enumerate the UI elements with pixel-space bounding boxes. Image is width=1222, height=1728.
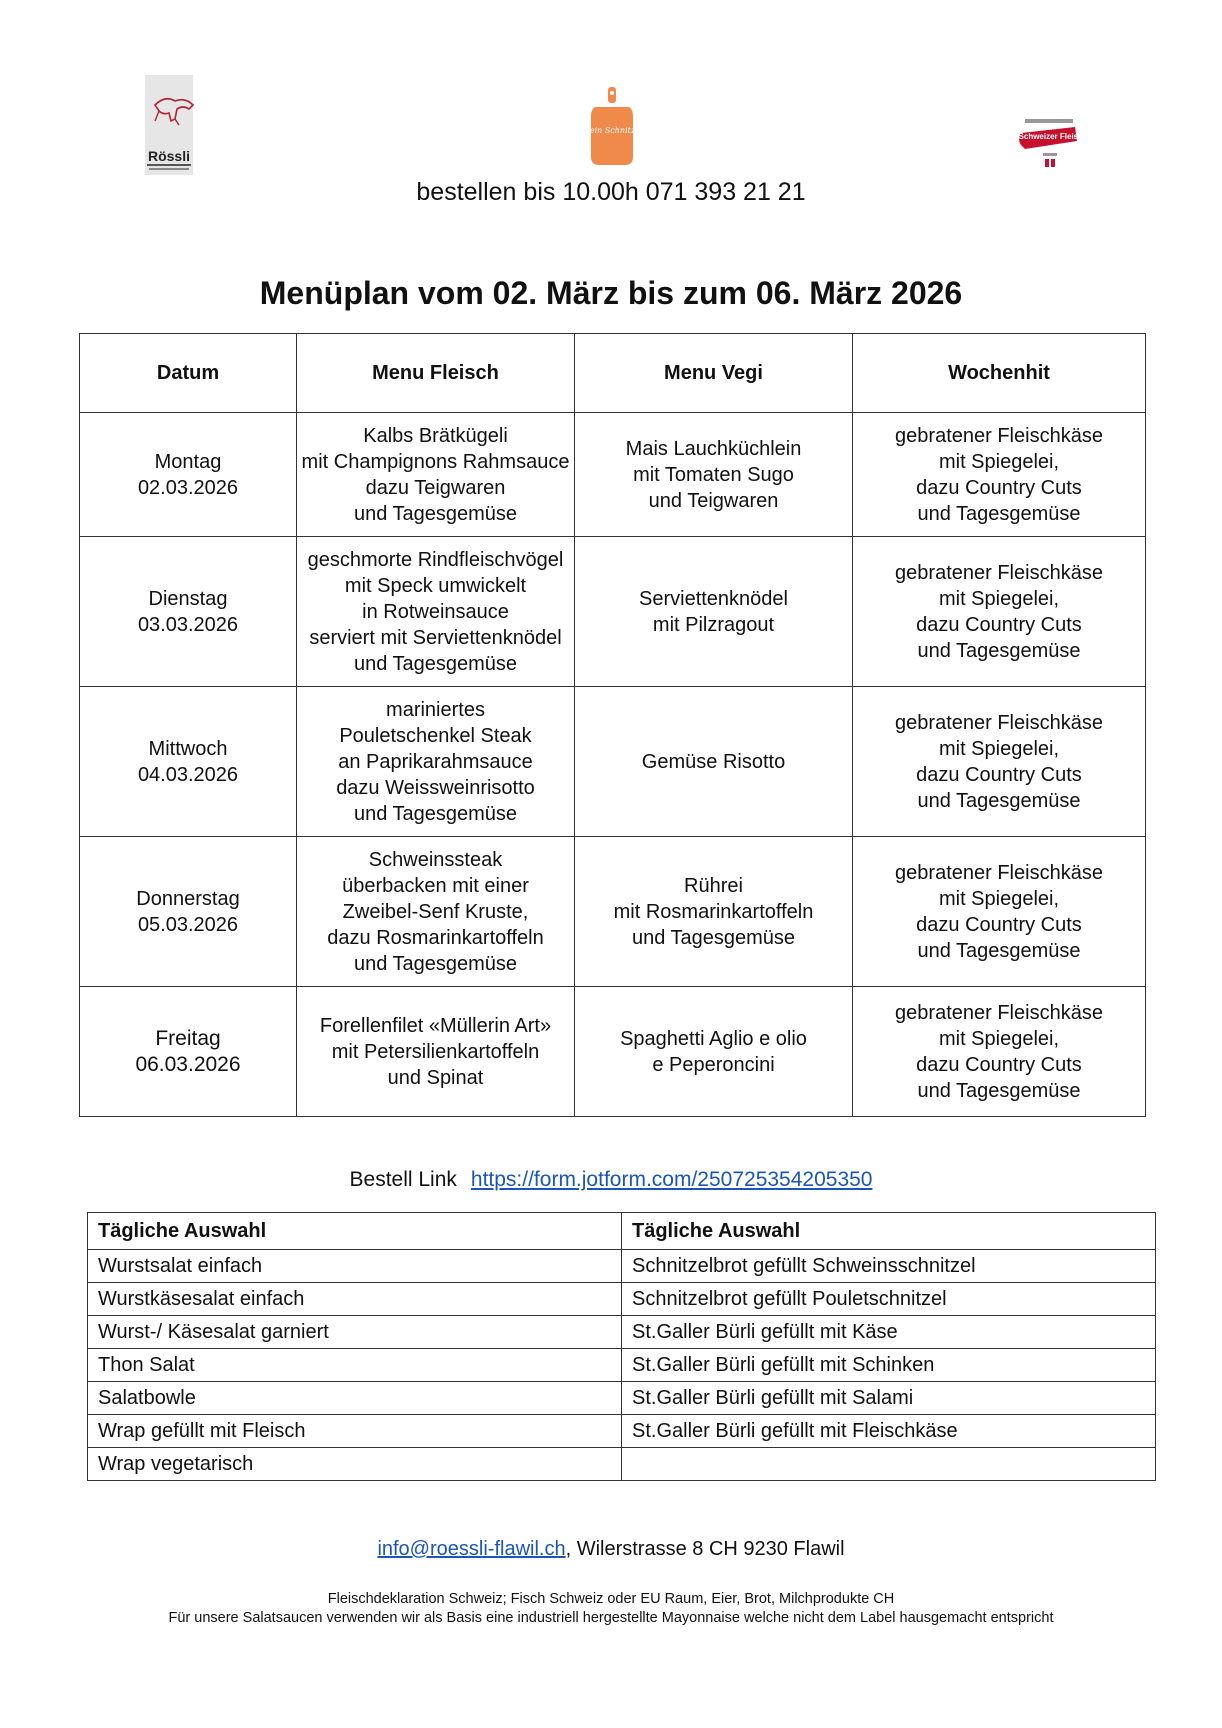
wochenhit-line: mit Spiegelei,	[938, 737, 1060, 760]
fleisch-line: und Spinat	[387, 1066, 484, 1089]
fleisch-line: Pouletschenkel Steak	[339, 724, 532, 747]
table-row-dienstag	[80, 537, 1146, 687]
address: , Wilerstrasse 8 CH 9230 Flawil	[565, 1538, 845, 1560]
table-row-freitag	[80, 987, 1146, 1117]
fleisch-line: Forellenfilet «Müllerin Art»	[319, 1014, 552, 1037]
contact-line	[0, 1535, 1222, 1563]
order-link[interactable]: https://form.jotform.com/250725354205350	[470, 1168, 873, 1191]
vegi-cell	[575, 687, 853, 837]
vegi-cell	[575, 537, 853, 687]
daily-item: Wrap gefüllt mit Fleisch	[88, 1415, 622, 1448]
day-date: 02.03.2026	[137, 476, 239, 499]
vegi-line: e Peperoncini	[652, 1053, 775, 1076]
daily-item: St.Galler Bürli gefüllt mit Käse	[622, 1316, 1156, 1349]
fleisch-line: geschmorte Rindfleischvögel	[307, 548, 564, 571]
day-name: Mittwoch	[148, 737, 228, 760]
wochenhit-line: und Tagesgemüse	[917, 939, 1081, 962]
fleisch-line: in Rotweinsauce	[362, 600, 509, 623]
vegi-line: Spaghetti Aglio e olio	[620, 1027, 807, 1050]
fleisch-line: dazu Weissweinrisotto	[336, 776, 535, 799]
wochenhit-line: gebratener Fleischkäse	[895, 711, 1103, 734]
schweizer-fleisch-text: Schweizer Fleisch	[1018, 132, 1088, 141]
wochenhit-line: dazu Country Cuts	[916, 476, 1082, 499]
wochenhit-line: dazu Country Cuts	[916, 913, 1082, 936]
vegi-line: und Teigwaren	[648, 489, 779, 512]
wochenhit-line: und Tagesgemüse	[917, 639, 1081, 662]
date-cell	[80, 687, 297, 837]
email-link[interactable]: info@roessli-flawil.ch	[377, 1538, 566, 1560]
roessli-logo	[145, 75, 200, 177]
header-menu-vegi: Menu Vegi	[575, 334, 853, 413]
daily-item: St.Galler Bürli gefüllt mit Fleischkäse	[622, 1415, 1156, 1448]
schweizer-fleisch-logo	[1015, 119, 1088, 172]
daily-item: Thon Salat	[88, 1349, 622, 1382]
daily-item: Salatbowle	[88, 1382, 622, 1415]
fleisch-line: und Tagesgemüse	[353, 652, 518, 675]
footnotes	[0, 1590, 1222, 1628]
day-date: 03.03.2026	[137, 613, 239, 636]
wochenhit-line: gebratener Fleischkäse	[895, 561, 1103, 584]
vegi-line: mit Tomaten Sugo	[633, 463, 794, 486]
header-wochenhit: Wochenhit	[853, 334, 1146, 413]
daily-item: Wurst-/ Käsesalat garniert	[88, 1316, 622, 1349]
wochenhit-line: mit Spiegelei,	[938, 887, 1060, 910]
fleisch-line: dazu Rosmarinkartoffeln	[327, 926, 544, 949]
footnote-meat-declaration: Fleischdeklaration Schweiz; Fisch Schweiz oder EU Raum, Eier, Brot, Milchprodukte CH	[327, 1591, 895, 1607]
fleisch-line: mit Speck umwickelt	[344, 574, 527, 597]
fleisch-line: mariniertes	[386, 698, 485, 721]
header-datum: Datum	[80, 334, 297, 413]
wochenhit-line: dazu Country Cuts	[916, 763, 1082, 786]
wochenhit-line: gebratener Fleischkäse	[895, 861, 1103, 884]
wochenhit-line: mit Spiegelei,	[938, 1027, 1060, 1050]
fleisch-cell	[297, 837, 575, 987]
date-cell	[80, 537, 297, 687]
fleisch-line: mit Champignons Rahmsauce	[301, 450, 570, 473]
fleisch-line: dazu Teigwaren	[365, 476, 506, 499]
vegi-cell	[575, 987, 853, 1117]
wochenhit-cell	[853, 413, 1146, 537]
fleisch-line: und Tagesgemüse	[353, 502, 518, 525]
table-row	[88, 1382, 1156, 1415]
table-row	[88, 1349, 1156, 1382]
daily-item-empty	[622, 1448, 1156, 1481]
fleisch-line: und Tagesgemüse	[353, 802, 518, 825]
wochenhit-line: mit Spiegelei,	[938, 587, 1060, 610]
daily-item: St.Galler Bürli gefüllt mit Salami	[622, 1382, 1156, 1415]
fleisch-line: mit Petersilienkartoffeln	[331, 1040, 540, 1063]
order-link-label: Bestell Link	[349, 1168, 457, 1191]
day-name: Freitag	[155, 1026, 221, 1050]
vegi-cell	[575, 837, 853, 987]
fleisch-line: an Paprikarahmsauce	[338, 750, 533, 773]
table-row	[88, 1283, 1156, 1316]
fleisch-line: Schweinssteak	[368, 848, 503, 871]
daily-item: Schnitzelbrot gefüllt Pouletschnitzel	[622, 1283, 1156, 1316]
wochenhit-cell	[853, 837, 1146, 987]
order-deadline-line: bestellen bis 10.00h 071 393 21 21	[416, 178, 806, 206]
vegi-line: Gemüse Risotto	[641, 750, 786, 773]
wochenhit-cell	[853, 987, 1146, 1117]
fleisch-cell	[297, 537, 575, 687]
table-row-donnerstag	[80, 837, 1146, 987]
day-name: Donnerstag	[136, 887, 240, 910]
daily-header-right: Tägliche Auswahl	[622, 1213, 1156, 1250]
vegi-line: und Tagesgemüse	[631, 926, 796, 949]
fleisch-line: Zweibel-Senf Kruste,	[342, 900, 529, 923]
page-title: Menüplan vom 02. März bis zum 06. März 2026	[259, 275, 963, 311]
day-date: 06.03.2026	[135, 1052, 241, 1076]
footnote-salad-sauce: Für unsere Salatsaucen verwenden wir als Basis eine industriell hergestellte Mayonnaise welche nicht dem Label hausgemacht entspricht	[168, 1610, 1054, 1626]
vegi-line: Mais Lauchküchlein	[625, 437, 802, 460]
daily-item: Wurstsalat einfach	[88, 1250, 622, 1283]
table-row-montag	[80, 413, 1146, 537]
roessli-logo-text: Rössli	[147, 148, 191, 164]
fleisch-cell	[297, 687, 575, 837]
daily-header-left: Tägliche Auswahl	[88, 1213, 622, 1250]
wochenhit-line: und Tagesgemüse	[917, 1079, 1081, 1102]
date-cell	[80, 837, 297, 987]
wochenhit-cell	[853, 537, 1146, 687]
fleisch-cell	[297, 987, 575, 1117]
fleisch-line: serviert mit Serviettenknödel	[309, 626, 562, 649]
daily-item: Wurstkäsesalat einfach	[88, 1283, 622, 1316]
fleisch-line: überbacken mit einer	[342, 874, 529, 897]
fleisch-cell	[297, 413, 575, 537]
wochenhit-line: und Tagesgemüse	[917, 789, 1081, 812]
vegi-line: mit Pilzragout	[652, 613, 775, 636]
fleisch-line: Kalbs Brätkügeli	[363, 424, 508, 447]
wochenhit-line: mit Spiegelei,	[938, 450, 1060, 473]
day-date: 04.03.2026	[137, 763, 239, 786]
date-cell	[80, 413, 297, 537]
daily-item: St.Galler Bürli gefüllt mit Schinken	[622, 1349, 1156, 1382]
vegi-line: Rührei	[684, 874, 743, 897]
wochenhit-line: und Tagesgemüse	[917, 502, 1081, 525]
schnitzel-board-logo	[581, 87, 643, 167]
fleisch-line: und Tagesgemüse	[353, 952, 518, 975]
daily-selection-table	[87, 1212, 1156, 1481]
date-cell	[80, 987, 297, 1117]
day-name: Dienstag	[148, 587, 228, 610]
table-row	[88, 1415, 1156, 1448]
header-menu-fleisch: Menu Fleisch	[297, 334, 575, 413]
wochenhit-line: dazu Country Cuts	[916, 613, 1082, 636]
vegi-line: mit Rosmarinkartoffeln	[613, 900, 814, 923]
table-row-mittwoch	[80, 687, 1146, 837]
table-row	[88, 1448, 1156, 1481]
day-name: Montag	[154, 450, 222, 473]
daily-item: Schnitzelbrot gefüllt Schweinsschnitzel	[622, 1250, 1156, 1283]
wochenhit-line: gebratener Fleischkäse	[895, 424, 1103, 447]
table-row	[88, 1250, 1156, 1283]
table-row	[88, 1316, 1156, 1349]
day-date: 05.03.2026	[137, 913, 239, 936]
daily-item: Wrap vegetarisch	[88, 1448, 622, 1481]
wochenhit-line: dazu Country Cuts	[916, 1053, 1082, 1076]
order-link-line	[0, 1166, 1222, 1194]
vegi-cell	[575, 413, 853, 537]
wochenhit-line: gebratener Fleischkäse	[895, 1001, 1103, 1024]
vegi-line: Serviettenknödel	[639, 587, 788, 610]
menu-table	[79, 333, 1146, 1117]
schnitzel-board-text: Mein Schnitzel	[581, 126, 643, 135]
wochenhit-cell	[853, 687, 1146, 837]
